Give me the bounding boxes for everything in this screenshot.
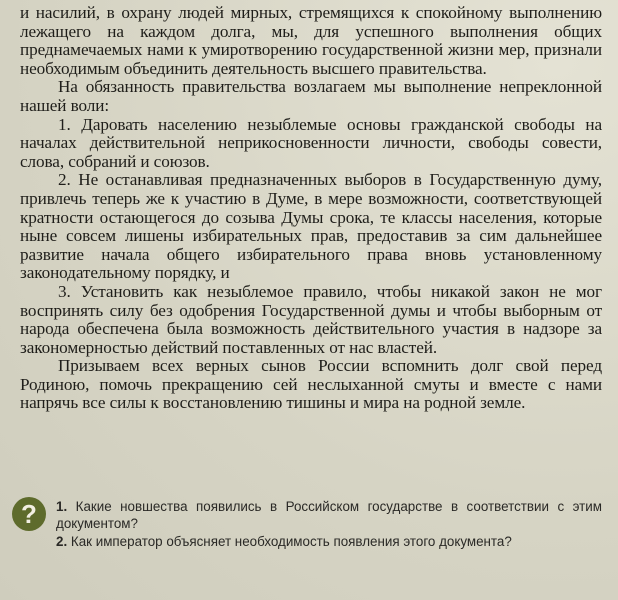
paragraph-appeal: Призываем всех верных сынов России вспомнить долг свой перед Родиною, помочь прекращению сей неслыханной смуты и вместе с нами напрячь все силы к восстановлению тишины и мира на родной земле.: [20, 356, 602, 413]
paragraph-point-2: 2. Не останавливая предназначенных выборов в Государственную думу, привлечь теперь же к участию в Думе, в мере возможности, соответствующей кратности остающегося до созыва Думы срока, те классы населения, которые ныне совсем лишены избирательных прав, предоставив за сим дальнейшее развитие начала общего избирательного права вновь установленному законодательному порядку, и: [20, 170, 602, 283]
question-mark-icon: ?: [12, 497, 46, 531]
paragraph-obligation: На обязанность правительства возлагаем мы выполнение непреклонной нашей воли:: [20, 77, 602, 115]
question-text: Какие новшества появились в Российском государстве в соответствии с этим документом?: [56, 499, 602, 531]
question-item: [56, 534, 602, 551]
document-text: [20, 4, 602, 413]
question-number: 1.: [56, 499, 68, 514]
paragraph-point-1: 1. Даровать населению незыблемые основы гражданской свободы на началах действительной неприкосновенности личности, свободы совести, слова, собраний и союзов.: [20, 114, 602, 171]
question-list: [56, 499, 602, 553]
question-text: Как император объясняет необходимость появления этого документа?: [70, 534, 512, 549]
question-number: 2.: [56, 534, 68, 549]
question-item: [56, 499, 602, 532]
paragraph-intro: и насилий, в охрану людей мирных, стремящихся к спокойному выполнению лежащего на каждом долга, мы, для успешного выполнения общих преднамечаемых нами к умиротворению государственной жизни мер, признали необходимым объединить деятельность высшего правительства.: [20, 3, 602, 78]
paragraph-point-3: 3. Установить как незыблемое правило, чтобы никакой закон не мог воспринять силу без одобрения Государственной думы и чтобы выборным от народа обеспечена была возможность действительного участия в надзоре за закономерностью действий поставленных от нас властей.: [20, 281, 602, 357]
